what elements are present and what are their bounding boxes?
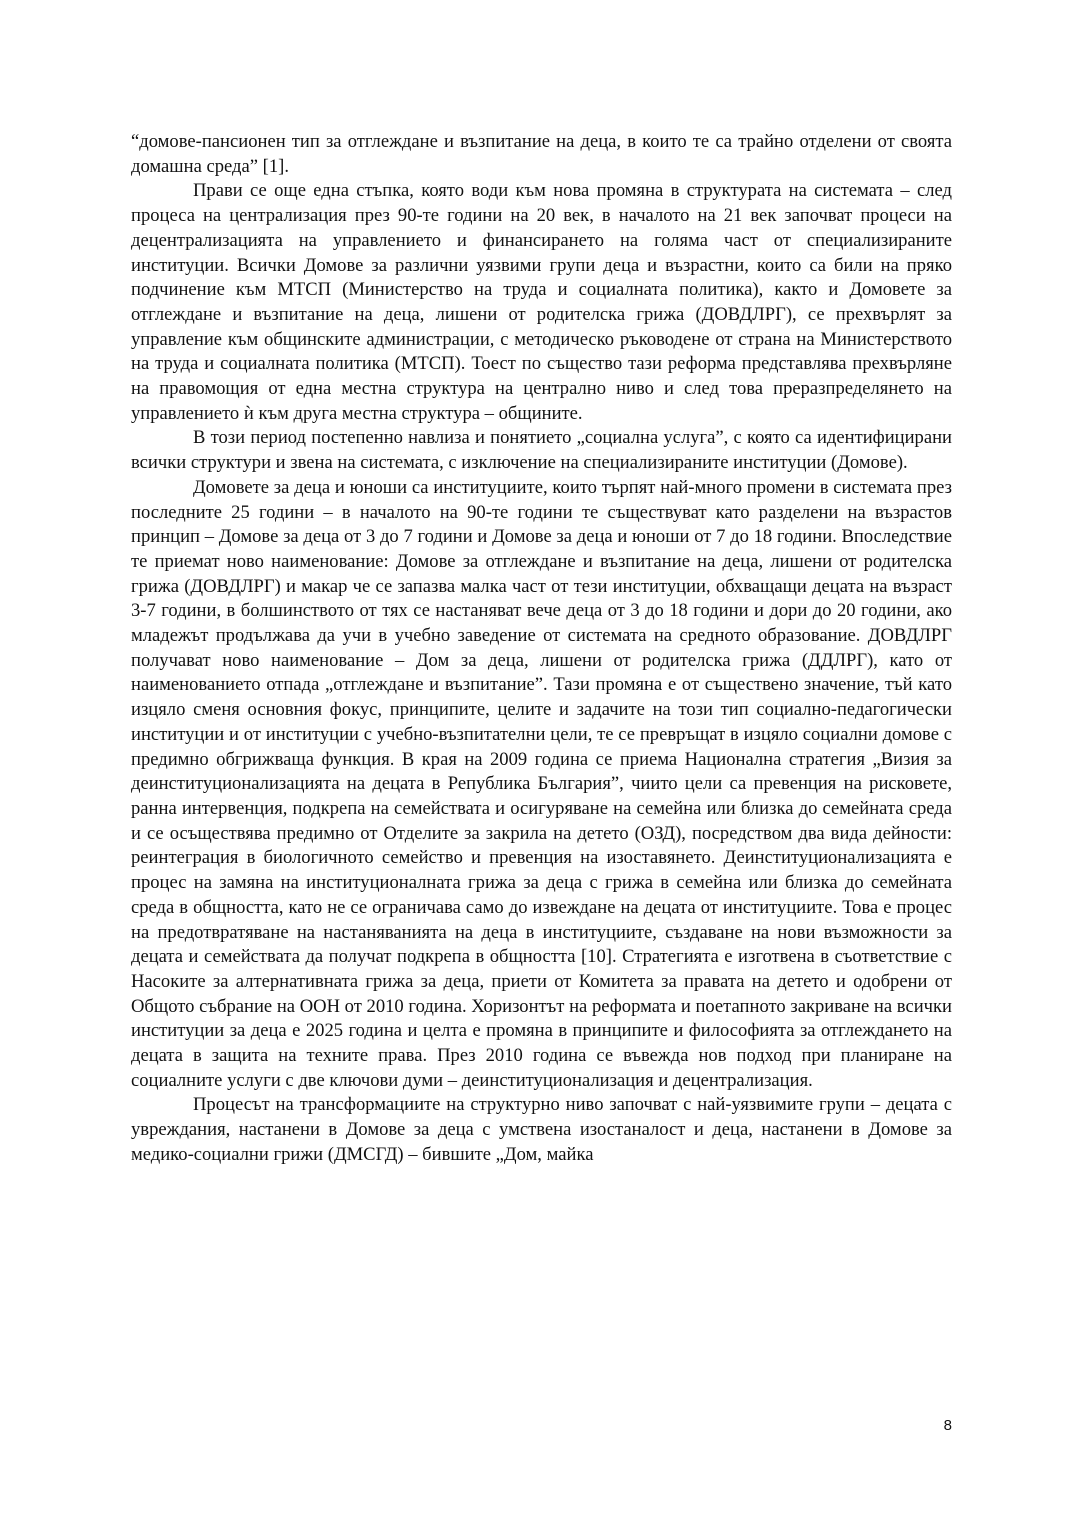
paragraph-decentralization: Прави се още една стъпка, която води към нова промяна в структурата на системата – след процеса на централизация през 90-те години на 20 век, в началото на 21 век започват процеси на децентрализацията на управлението и финансирането на голяма част от специализираните институции. Всички Домове за различни уязвими групи деца и възрастни, които са били на пряко подчинение към МТСП (Министерство на труда и социалната политика), както и Домовете за отглеждане и възпитание на деца, лишени от родителска грижа (ДОВДЛРГ), се прехвърлят за управление към общинските администрации, с методическо ръководене от страна на Министерството на труда и социалната политика (МТСП). Тоест по същество тази реформа представлява прехвърляне на правомощия от една местна структура на централно ниво и след това преразпределянето на управлението ѝ към друга местна структура – общините. [131,180,952,424]
page-number: 8 [943,1417,952,1434]
body-text [131,130,952,1168]
paragraph-transformation: Процесът на трансформациите на структурно ниво започват с най-уязвимите групи – децата с увреждания, настанени в Домове за деца с умствена изостаналост и деца, настанени в Домове за медико-социални грижи (ДМСГД) – бившите „Дом, майка [131,1094,952,1165]
paragraph-social-service: В този период постепенно навлиза и понятието „социална услуга”, с която са идентифицирани всички структури и звена на системата, с изключение на специализираните институции (Домове). [131,427,952,474]
paragraph-continuation: “домове-пансионен тип за отглеждане и възпитание на деца, в които те са трайно отделени от своята домашна среда” [1]. [131,131,952,177]
paragraph-children-homes: Домовете за деца и юноши са институциите, които търпят най-много промени в системата през последните 25 години – в началото на 90-те години те съществуват като разделени на възрастов принцип – Домове за деца от 3 до 7 години и Домове за деца и юноши от 7 до 18 години. Впоследствие те приемат ново наименование: Домове за отглеждане и възпитание на деца, лишени от родителска грижа (ДОВДЛРГ) и макар че се запазва малка част от тези институции, обхващащи децата на възраст 3-7 години, в болшинството от тях се настаняват вече деца от 3 до 18 години и дори до 20 години, ако младежът продължава да учи в учебно заведение от системата на средното образование. ДОВДЛРГ получават ново наименование – Дом за деца, лишени от родителска грижа (ДДЛРГ), като от наименованието отпада „отглеждане и възпитание”. Тази промяна е от съществено значение, тъй като изцяло сменя основния фокус, принципите, целите и задачите на този тип социално-педагогически институции и от институции с учебно-възпитателни цели, те се превръщат в изцяло социални домове с предимно обгрижваща функция. В края на 2009 година се приема Национална стратегия „Визия за деинституционализацията на децата в Република България”, чиито цели са превенция на рисковете, ранна интервенция, подкрепа на семействата и осигуряване на семейна или близка до семейната среда и се осъществява предимно от Отделите за закрила на детето (ОЗД), посредством два вида дейности: реинтеграция в биологичното семейство и превенция на изоставянето. Деинституционализацията е процес на замяна на институционалната грижа за деца с грижа в семейна или близка до семейната среда в общността, като не се ограничава само до извеждане на децата от институциите. Това е процес на предотвратяване на настаняванията на деца в институциите, създаване на нови възможности за децата и семействата да получат подкрепа в общността [10]. Стратегията е изготвена в съответствие с Насоките за алтернативната грижа за деца, приети от Комитета за правата на детето и одобрени от Общото събрание на ООН от 2010 година. Хоризонтът на реформата и поетапното закриване на всички институции за деца е 2025 година и целта е промяна в принципите и философията за отглеждането на децата в защита на техните права. През 2010 година се въвежда нов подход при планиране на социалните услуги с две ключови думи – деинституционализация и децентрализация. [131,476,952,1091]
